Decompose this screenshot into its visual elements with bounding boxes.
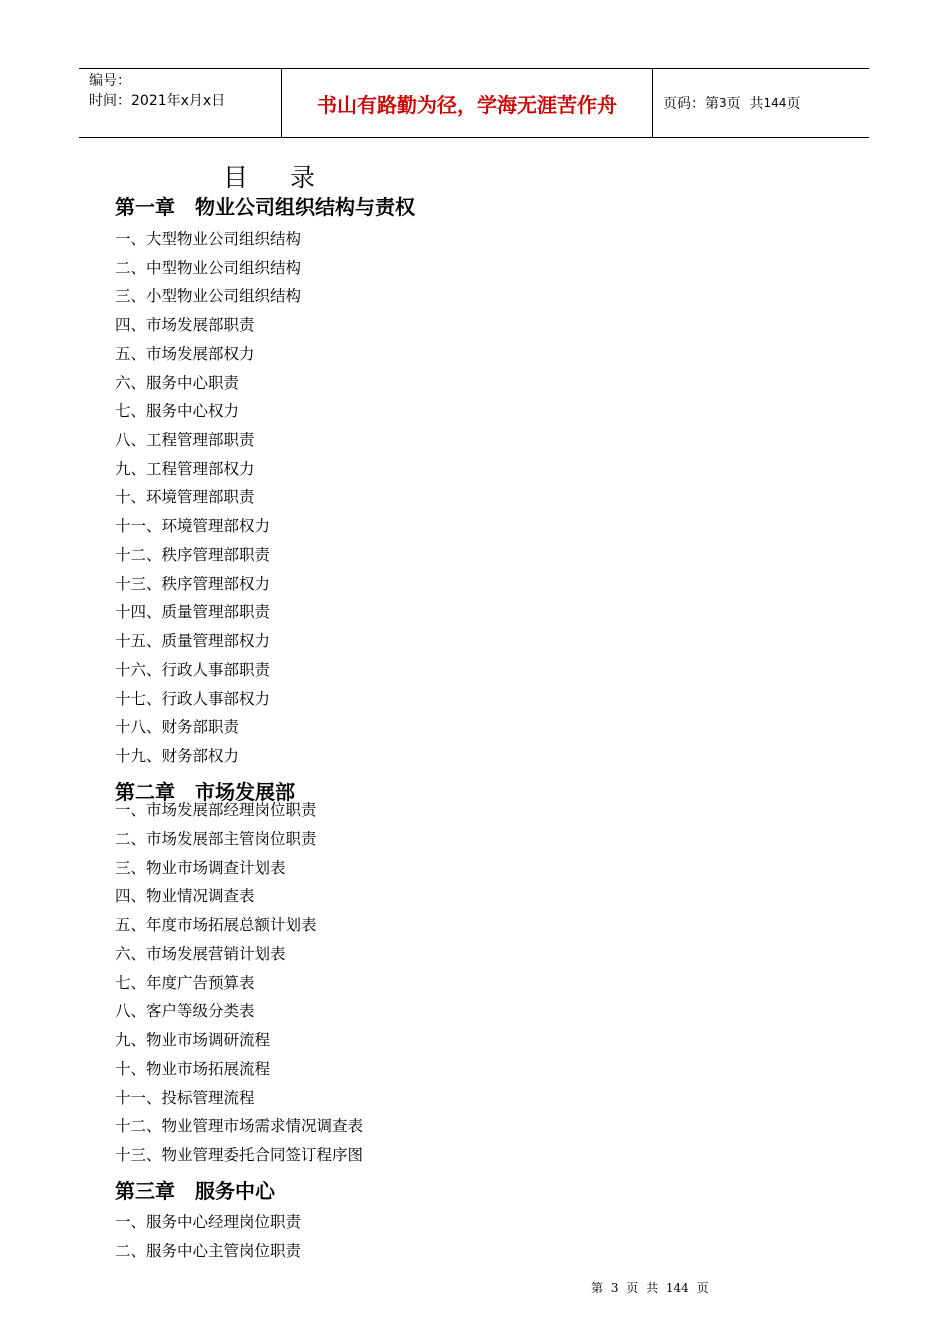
toc-title: 目录 [222,163,357,192]
toc-item: 八、客户等级分类表 [115,1002,255,1021]
toc-item: 七、年度广告预算表 [115,973,255,992]
chapter-1-title: 第一章 物业公司组织结构与责权 [115,195,415,219]
toc-item: 五、市场发展部权力 [115,344,255,363]
toc-item: 五、年度市场拓展总额计划表 [115,916,317,934]
toc-item: 十九、财务部权力 [115,746,240,765]
toc-item: 九、物业市场调研流程 [115,1031,271,1049]
toc-item: 十六、行政人事部职责 [115,660,271,679]
toc-item: 十、环境管理部职责 [115,488,255,507]
chapter-2-title: 第二章 市场发展部 [115,780,295,804]
toc-item: 十、物业市场拓展流程 [115,1059,271,1078]
header-meta [79,69,281,137]
toc-item: 十二、物业管理市场需求情况调查表 [115,1117,364,1136]
toc-item: 十三、秩序管理部权力 [115,574,271,593]
page-footer: 第 3 页 共 144 页 [591,1281,709,1295]
toc-item: 十八、财务部职责 [115,718,240,737]
page-mid: 页 共 [726,96,764,112]
toc-item: 十二、秩序管理部职责 [115,545,271,564]
toc-item: 八、工程管理部职责 [115,431,255,450]
document-number-label: 编号： [89,73,131,89]
document-time-label: 时间：2021年x月x日 [89,93,226,109]
toc-item: 十四、质量管理部职责 [115,603,271,622]
toc-item: 三、小型物业公司组织结构 [115,287,302,306]
toc-item: 一、服务中心经理岗位职责 [115,1213,302,1231]
toc-item: 二、中型物业公司组织结构 [115,258,302,277]
page-header [79,68,869,138]
page-total: 144 [763,96,787,110]
toc-item: 七、服务中心权力 [115,402,240,421]
toc-item: 一、市场发展部经理岗位职责 [115,801,317,819]
chapter-3-title: 第三章 服务中心 [115,1179,275,1203]
header-page-info [653,69,869,137]
toc-item: 四、物业情况调查表 [115,887,255,906]
toc-item: 十五、质量管理部权力 [115,632,271,651]
toc-item: 六、市场发展营销计划表 [115,944,286,963]
toc-item: 十一、环境管理部权力 [115,517,271,536]
toc-item: 六、服务中心职责 [115,373,240,392]
toc-item: 十一、投标管理流程 [115,1088,255,1107]
toc-item: 十七、行政人事部权力 [115,689,271,708]
toc-item: 三、物业市场调查计划表 [115,858,286,877]
page-current: 3 [719,96,727,110]
toc-item: 一、大型物业公司组织结构 [115,230,302,248]
page-prefix: 页码：第 [663,96,719,112]
page-suffix: 页 [786,96,801,112]
toc-item: 十三、物业管理委托合同签订程序图 [115,1146,364,1164]
toc-item: 四、市场发展部职责 [115,316,255,335]
toc-item: 九、工程管理部权力 [115,459,255,478]
toc-item: 二、市场发展部主管岗位职责 [115,829,317,848]
toc-item: 二、服务中心主管岗位职责 [115,1241,302,1260]
header-motto: 书山有路勤为径，学海无涯苦作舟 [281,69,653,137]
